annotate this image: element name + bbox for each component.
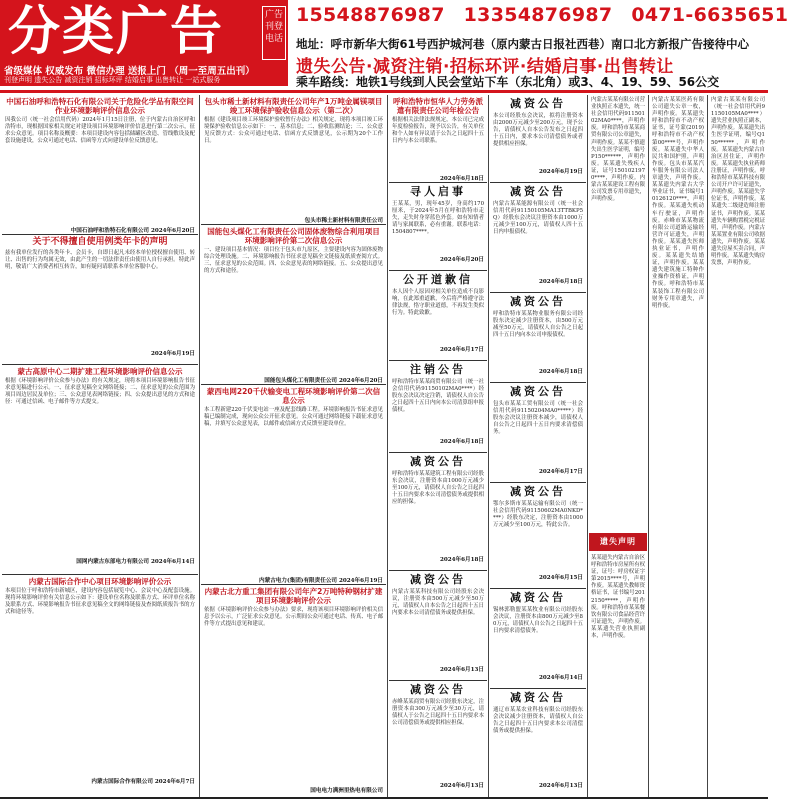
column-5 (589, 95, 647, 797)
notice (389, 453, 487, 571)
notice-body: 内蒙古某某科技有限公司经股东会决议，注册资本由500万元减少至50万元，请债权人自本公告之日起四十五日内要求本公司清偿债务或提供担保。 (392, 589, 484, 617)
notice (490, 689, 586, 797)
phone-number: 13354876987 (463, 4, 613, 26)
column-7 (709, 95, 767, 797)
notice-signature: 2024年6月17日 (439, 347, 484, 353)
notice-signature: 2024年6月19日 (538, 169, 583, 175)
notice (201, 225, 386, 385)
notice-title: 减资公告 (510, 591, 566, 604)
notice-title: 国能包头煤化工有限责任公司固体废物综合利用项目环境影响评价第二次信息公示 (207, 227, 380, 245)
tagline: 省级媒体 权威发布 微信办理 送报上门 （周一至周五出刊） (4, 66, 255, 77)
notice (490, 293, 586, 383)
notice-signature: 内蒙古国际合作有限公司 2024年6月7日 (91, 779, 195, 785)
notice-signature: 2024年6月13日 (439, 783, 484, 789)
notice (2, 365, 198, 575)
notice-signature: 内蒙古电力(集团)有限责任公司 2024年6月19日 (259, 578, 383, 584)
notice (201, 385, 386, 585)
notice-title: 中国石油呼和浩特石化有限公司关于危险化学品有限空间作业环境影响评价信息公示 (6, 97, 194, 115)
column-divider (587, 95, 588, 797)
notice-title: 减资公告 (510, 691, 566, 704)
notice-title: 减资公告 (510, 385, 566, 398)
lost-notice-list: 内蒙古某某有限公司（统一社会信用代码91150105MA0****）遗失营业执照正副本，声明作废。某某遗失出生医学证明，编号Q150******，声明作废。某某遗失内蒙古自治区居住证，声明作废。某某遗失执业药师注册证，声明作废。呼和浩特市某某科技有限公司开户许可证遗失，声明作废。某某遗失学位证书，声明作废。某某遗失二级建造师注册证书，声明作废。某某遗失车辆购置税完税证明，声明作废。内蒙古某某置业有限公司收据遗失，声明作废。某某遗失房屋买卖合同，声明作废。某某遗失购房发票，声明作废。 (711, 97, 765, 267)
notice-body: 因我公司（统一社会信用代码）2024年1月15日注册，位于内蒙古自治区呼和浩特市，现根据国家相关规定对建设项目环境影响评价信息进行第二次公示，征求公众意见。项目名称及概要：本项目建设内容包括储罐区改造、管线敷设及配套设施建设，公众可通过电话、信函等方式向建设单位反馈意见。 (5, 117, 195, 145)
notice-signature: 2024年6月17日 (538, 469, 583, 475)
notice-signature: 2024年6月15日 (538, 575, 583, 581)
notice-signature: 2024年6月19日 (150, 351, 195, 357)
lost-notice-banner: 遗失声明 (589, 533, 647, 551)
notice-title: 寻人启事 (410, 185, 466, 198)
services-line: 遗失公告·减资注销·招标环评·结婚启事·出售转让 (296, 57, 674, 77)
bus-route: 乘车路线：地铁1号线到人民会堂站下车（东北角）或3、4、19、59、56公交 (296, 75, 720, 89)
notice-signature: 包头市稀土新材料有限责任公司 (304, 218, 383, 224)
notice (389, 183, 487, 271)
notice-body: 本工程新建220千伏变电站一座及配套线路工程。环境影响报告书征求意见稿已编制完成，现向公众公开征求意见。公众可通过网络链接下载征求意见稿，并填写公众意见表，以邮件或信函方式反馈至建设单位。 (204, 407, 383, 428)
notice-signature: 国能包头煤化工有限责任公司 2024年6月20日 (264, 378, 383, 384)
phone-number: 0471-6635651 (631, 4, 789, 26)
notice (201, 585, 386, 795)
notice-body: 一、建设项目基本情况：项目位于包头市九原区，主要建设内容为固体废物综合处理设施。二、环境影响报告书征求意见稿全文链接及纸质查阅方式。三、征求意见的公众范围。四、公众意见表的网络链接。五、公众提出意见的方式和途径。 (204, 247, 383, 275)
notice-signature: 2024年6月13日 (439, 667, 484, 673)
column-4 (490, 95, 586, 797)
notice-body: 本公司经股东会决议，拟将注册资本由2000万元减少至200万元，现予公告，请债权人自本公告发布之日起四十五日内，要求本公司清偿债务或者提供相应担保。 (493, 113, 583, 148)
notice-title: 注销公告 (410, 363, 466, 376)
notice (201, 95, 386, 225)
notice-body: 依据《环境影响评价公众参与办法》要求，现将该项目环境影响评价相关信息予以公示，广泛征求公众意见。公示期间公众可通过电话、传真、电子邮件等方式提出意见和建议。 (204, 607, 383, 628)
notice (389, 681, 487, 797)
notice-body: 本人因个人原因对相关单位造成不良影响，在此郑重道歉，今后将严格遵守法律法规，恪守职业道德，不再发生类似行为。特此致歉。 (392, 289, 484, 317)
notice-title: 蒙古高原中心二期扩建工程环境影响评价信息公示 (17, 367, 183, 376)
column-divider (488, 95, 489, 797)
notice-signature: 国电电力满洲里热电有限公司 (310, 788, 383, 794)
page-title: 分类广告 (8, 2, 225, 62)
notice (389, 571, 487, 681)
notice-title: 减资公告 (410, 683, 466, 696)
phone-numbers (296, 4, 789, 34)
notice-signature: 2024年6月18日 (439, 557, 484, 563)
bottom-rule (0, 797, 768, 799)
notice-body: 本项目位于呼和浩特市新城区，建设内容包括展览中心、会议中心及配套设施。现将环境影响评价有关信息公示如下：建设单位名称及联系方式、环评单位名称及联系方式、环境影响报告书征求意见稿全文的网络链接及查阅纸质报告书的方式和途径等。 (5, 588, 195, 616)
notice (2, 235, 198, 365)
notice-body: 赤峰某某商贸有限公司经股东决定，注册资本由300万元减少至30万元，请债权人于公告之日起四十五日内要求本公司清偿债务或提供相应担保。 (392, 699, 484, 727)
notice-title: 蒙西电网220千伏输变电工程环境影响评价第二次信息公示 (206, 387, 381, 405)
column-divider (199, 95, 200, 797)
notice-title: 内蒙古北方重工集团有限公司年产2万吨特种钢材扩建项目环境影响评价公示 (204, 587, 383, 605)
column-6 (650, 95, 706, 797)
notice-body: 呼和浩特市某某物业服务有限公司经股东决定减少注册资本，由500万元减至50万元，请债权人自公告之日起四十五日内向本公司申报债权。 (493, 311, 583, 339)
lost-notice-list: 某某遗失内蒙古自治区呼和浩特市房屋所有权证，证号：呼房权证字第2015****号，声明作废。某某遗失教师资格证书，证书编号2012150*****，声明作废。呼和浩特市某某餐饮有限公司食品经营许可证遗失，声明作废。某某遗失营业执照副本，声明作废。 (591, 555, 645, 640)
lost-notice-list: 内蒙古某某医药有限公司遗失公章一枚，声明作废。某某遗失呼和浩特市不动产权证书，证号蒙(2019)呼和浩特市不动产权第00****号，声明作废。某某遗失中华人民共和国护照，声明作废。包头市某某汽车服务有限公司法人章遗失，声明作废。某某遗失内蒙古大学毕业证书，证书编号10126120****，声明作废。某某遗失机动车行驶证，声明作废。赤峰市某某物流有限公司道路运输经营许可证遗失，声明作废。某某遗失医师执业证书，声明作废。某某遗失结婚证，声明作废。某某遗失建筑施工特种作业操作资格证，声明作废。呼和浩特市某某装饰工程有限公司财务专用章遗失，声明作废。 (652, 97, 704, 309)
notice (389, 95, 487, 183)
phone-seal: 广告刊登电话 (262, 6, 286, 60)
notice-body: 根据相关法律法规规定，本公司已完成年度检验报告，现予以公告，有关单位和个人如有异议请于公告之日起四十五日内与本公司联系。 (392, 117, 484, 145)
notice-body: 兹有我单位发行的各类年卡、会员卡，自即日起凡未经本单位授权擅自使用、转让、出售的行为均属无效，由此产生的一切法律责任由使用人自行承担。特此声明，敬请广大消费者相互转告，如有疑问请联系本单位客服中心。 (5, 250, 195, 271)
notice-title: 减资公告 (510, 185, 566, 198)
lost-notice-list: 内蒙古某某有限公司营业执照正本遗失，统一社会信用代码91150102MA0****，声明作废。呼和浩特市某某商贸有限公司公章遗失，声明作废。某某不慎遗失出生医学证明，编号P150******，声明作废。某某遗失残疾人证，证号1501021970****，声明作废。内蒙古某某建设工程有限公司发票专用章遗失，声明作废。 (591, 97, 645, 203)
column-1 (2, 95, 198, 797)
notice (490, 483, 586, 589)
notice-title: 包头市稀土新材料有限责任公司年产1万吨金属镁项目竣工环境保护验收信息公示（第二次） (204, 97, 383, 115)
notice-body: 呼和浩特市某某商贸有限公司（统一社会信用代码91150102MA0****）经股东会决议决定注销，请债权人自公告之日起四十五日内向本公司清算组申报债权。 (392, 379, 484, 414)
column-divider (387, 95, 388, 797)
notice-title: 减资公告 (410, 573, 466, 586)
notice-title: 关于不得擅自使用例类年卡的声明 (32, 237, 168, 247)
notice-body: 王某某，男，现年45岁，身高约170厘米，于2024年5月在呼和浩特市走失，走失时身穿蓝色外套。如有知情者请与家属联系，必有重谢。联系电话：1504807****。 (392, 201, 484, 236)
notice (490, 383, 586, 483)
header-divider (0, 90, 768, 93)
phone-number: 15548876987 (296, 4, 445, 26)
notice (490, 95, 586, 183)
notice-signature: 国网内蒙古东部电力有限公司 2024年6月14日 (76, 559, 195, 565)
notice-body: 通辽市某某农业科技有限公司经股东会决议减少注册资本，请债权人自公告之日起四十五日内要求本公司清偿债务或提供担保。 (493, 707, 583, 735)
notice (2, 575, 198, 795)
notice-body: 包头市某某工贸有限公司（统一社会信用代码91150204MA0*****）经股东会决议注册资本减少，请债权人自公告之日起四十五日内要求清偿债务。 (493, 401, 583, 436)
notice-body: 根据《建设项目竣工环境保护验收暂行办法》相关规定，现将本项目竣工环境保护验收信息公示如下：一、基本信息；二、验收监测结论；三、公众意见反馈方式：公众可通过电话、信函方式反馈意见，公示期为20个工作日。 (204, 117, 383, 145)
notice-signature: 2024年6月20日 (439, 257, 484, 263)
notice-title: 减资公告 (410, 455, 466, 468)
notice-body: 内蒙古某某能源有限公司（统一社会信用代码91150105MA13TTBKP5Q）经股东会决议注册资本由1000万元减少至100万元，请债权人四十五日内申报债权。 (493, 201, 583, 236)
column-divider (648, 95, 649, 797)
notice-signature: 2024年6月14日 (538, 675, 583, 681)
masthead (0, 0, 789, 89)
brand-block (0, 0, 288, 86)
notice-signature: 中国石油呼和浩特石化有限公司 2024年6月20日 (70, 228, 195, 234)
notice-body: 锡林郭勒盟某某牧业有限公司经股东会决议，注册资本由800万元减少至80万元，请债权人自公告之日起四十五日内要求清偿债务。 (493, 607, 583, 635)
notice-signature: 2024年6月18日 (538, 369, 583, 375)
notice-title: 内蒙古国际合作中心项目环境影响评价公示 (28, 577, 172, 586)
notice-signature: 2024年6月18日 (538, 279, 583, 285)
notice-title: 减资公告 (510, 295, 566, 308)
notice-body: 呼和浩特市某某建筑工程有限公司经股东会决议，注册资本由1000万元减少至100万元，请债权人自公告之日起四十五日内要求本公司清偿债务或提供相应的担保。 (392, 471, 484, 506)
notice-signature: 2024年6月18日 (439, 439, 484, 445)
column-3 (389, 95, 487, 797)
notice (490, 183, 586, 293)
notice-signature: 2024年6月13日 (538, 783, 583, 789)
sub-tagline: 刊登声明 遗失公告 减资注销 招标环评 结婚启事 出售转让 一站式服务 (4, 76, 221, 84)
column-2 (201, 95, 386, 797)
notice-signature: 2024年6月18日 (439, 176, 484, 182)
address: 地址：呼市新华大街61号西护城河巷（原内蒙古日报社西巷）南口北方新报广告接待中心 (296, 37, 749, 51)
notice-title: 减资公告 (510, 97, 566, 110)
notice (490, 589, 586, 689)
notice-body: 根据《环境影响评价公众参与办法》的有关规定，现将本项目环境影响报告书征求意见稿进行公示。一、征求意见稿全文网络链接；二、征求意见的公众范围为项目周边居民及单位；三、公众意见表网络链接；四、公众提出意见的方式和途径：可通过信函、电子邮件等方式提交。 (5, 378, 195, 406)
notice-body: 鄂尔多斯市某某运输有限公司（统一社会信用代码91150602MA0NKD****）经股东决定，注册资本由1000万元减少至100万元，特此公告。 (493, 501, 583, 529)
notice (389, 271, 487, 361)
notice (389, 361, 487, 453)
notice (2, 95, 198, 235)
column-divider (707, 95, 708, 797)
notice-title: 呼和浩特市恒华人力劳务派遣有限责任公司年检公告 (393, 97, 483, 115)
notice-title: 公开道歉信 (403, 273, 473, 286)
notice-title: 减资公告 (510, 485, 566, 498)
